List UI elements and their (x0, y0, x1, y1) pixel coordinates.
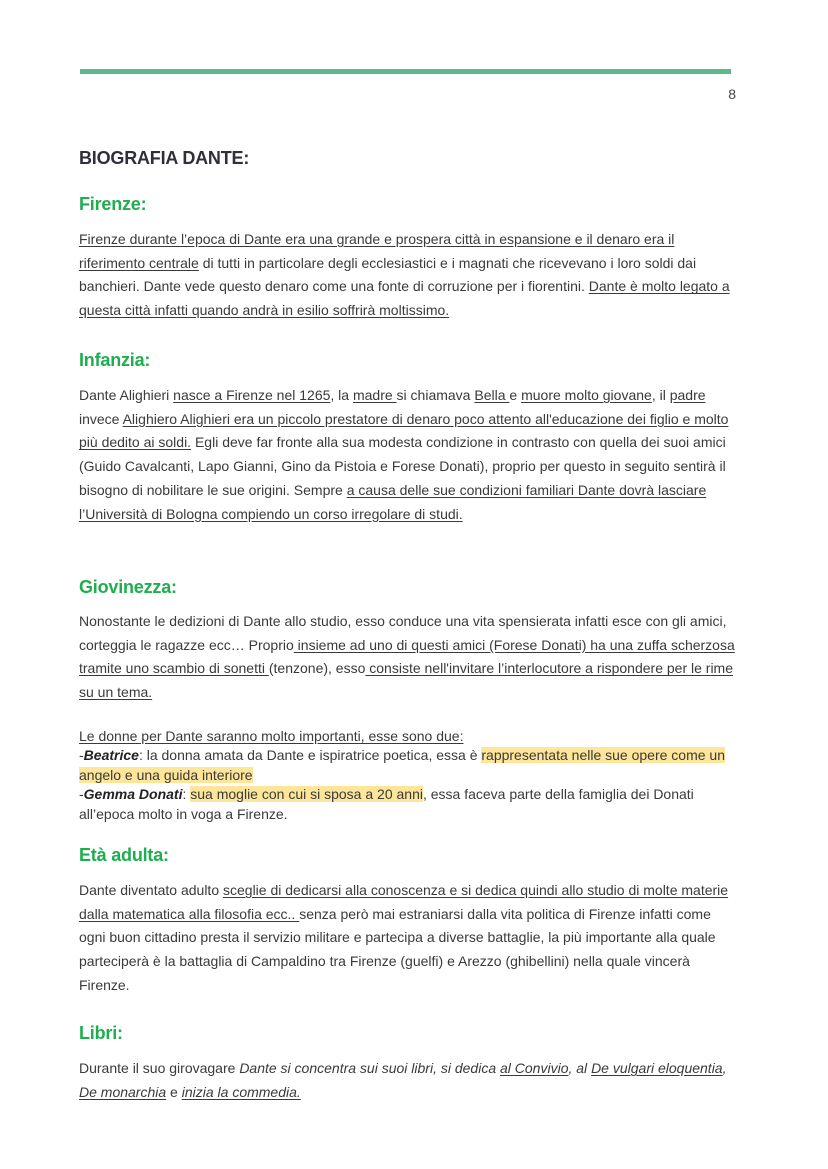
text: e (166, 1083, 182, 1100)
underlined-text: consiste nell'invitare l’interlocutore a rispondere per le rime su un tema. (79, 660, 733, 701)
text: : la donna amata da Dante e ispiratrice poetica, essa è (138, 747, 482, 764)
book-convivio: al Convivio (500, 1060, 569, 1076)
italic-text: , al (568, 1060, 592, 1076)
book-commedia: inizia la commedia. (181, 1083, 301, 1100)
text: (tenzone), esso (268, 660, 366, 677)
underlined-text: Bella (474, 387, 510, 403)
text: : (182, 786, 191, 803)
text: Nonostante le dedizioni di Dante allo studio, esso conduce una vita spensierata infatti esce con gli amici, corteggia le ragazze ecc… Proprio (79, 613, 727, 653)
text: , essa faceva parte della famiglia dei Donati all’epoca molto in voga a Firenze. (79, 786, 694, 822)
header-accent-bar (80, 69, 731, 74)
book-de-vulgari-eloquentia: De vulgari eloquentia (591, 1060, 723, 1076)
name-beatrice: Beatrice (83, 747, 139, 764)
underlined-text: a causa delle sue condizioni familiari Dante dovrà lasciare l’Università di Bologna compiendo un corso irregolare di studi. (79, 481, 707, 522)
text: di tutti in particolare degli ecclesiastici e i magnati che ricevevano i loro soldi dai banchieri. Dante vede questo denaro come una fonte di corruzione per i fiorentini. (79, 254, 697, 295)
paragraph-firenze (79, 228, 739, 323)
underlined-text: Le donne per Dante saranno molto importanti, esse sono due: (79, 728, 464, 744)
underlined-text: Firenze durante l’epoca di Dante era una grande e prospera città in espansione e il denaro era il riferimento centrale (79, 231, 675, 271)
page-number: 8 (728, 86, 736, 102)
text: invece (79, 410, 123, 427)
underlined-text: madre (352, 387, 397, 403)
text: Dante diventato adulto (79, 882, 223, 898)
book-de-monarchia: De monarchia (79, 1083, 167, 1100)
underlined-text: sceglie di dedicarsi alla conoscenza e si dedica quindi allo studio di molte materie dalla matematica alla filosofia ecc.. (79, 882, 729, 922)
paragraph-giovinezza (79, 610, 739, 705)
italic-text: , (722, 1060, 727, 1076)
section-heading-libri: Libri: (79, 1023, 123, 1043)
underlined-text: insieme ad uno di questi amici (Forese Donati) ha una zuffa scherzosa tramite uno scambio di sonetti (79, 636, 735, 677)
text: e (509, 387, 522, 403)
text: senza però mai estraniarsi dalla vita politica di Firenze infatti come ogni buon cittadino presta il servizio militare e partecipa a diverse battaglie, la più importante alla quale parteciperà è la battaglia di Campaldino tra Firenze (guelfi) e Arezzo (ghibellini) nella quale vincerà Firenze. (79, 905, 716, 993)
paragraph-libri (79, 1057, 739, 1104)
text: Durante il suo girovagare (79, 1060, 240, 1076)
highlighted-text: sua moglie con cui si sposa a 20 anni (190, 786, 423, 803)
paragraph-infanzia (79, 384, 739, 526)
underlined-text: muore molto giovane (521, 387, 652, 403)
section-heading-eta-adulta: Età adulta: (79, 845, 169, 865)
underlined-text: nasce a Firenze nel 1265 (173, 387, 331, 403)
document-title: BIOGRAFIA DANTE: (79, 148, 250, 168)
text: , il (651, 387, 670, 403)
text: , la (330, 387, 353, 403)
text: Egli deve far fronte alla sua modesta condizione in contrasto con quella dei suoi amici (Guido Cavalcanti, Lapo Gianni, Gino da Pistoia e Forese Donati), proprio per questo in seguito sentirà il bisogno di nobilitare le sue origini. Sempre (79, 434, 726, 498)
text: Dante Alighieri (79, 387, 174, 403)
text: - (79, 747, 84, 764)
paragraph-donne (79, 727, 739, 824)
italic-text: Dante si concentra sui suoi libri, si dedica (239, 1060, 500, 1076)
text: si chiamava (396, 387, 475, 403)
section-heading-firenze: Firenze: (79, 194, 147, 214)
name-gemma-donati: Gemma Donati (83, 786, 183, 803)
underlined-text: Alighiero Alighieri era un piccolo prestatore di denaro poco attento all'educazione dei figlio e molto più dedito ai soldi. (79, 410, 729, 451)
section-heading-giovinezza: Giovinezza: (79, 577, 177, 597)
underlined-text: Dante è molto legato a questa città infatti quando andrà in esilio soffrirà moltissimo. (79, 278, 730, 319)
underlined-text: padre (669, 387, 706, 403)
paragraph-eta-adulta (79, 879, 739, 998)
section-heading-infanzia: Infanzia: (79, 350, 151, 370)
highlighted-text: rappresentata nelle sue opere come un angelo e una guida interiore (79, 747, 725, 783)
text: - (79, 786, 84, 803)
